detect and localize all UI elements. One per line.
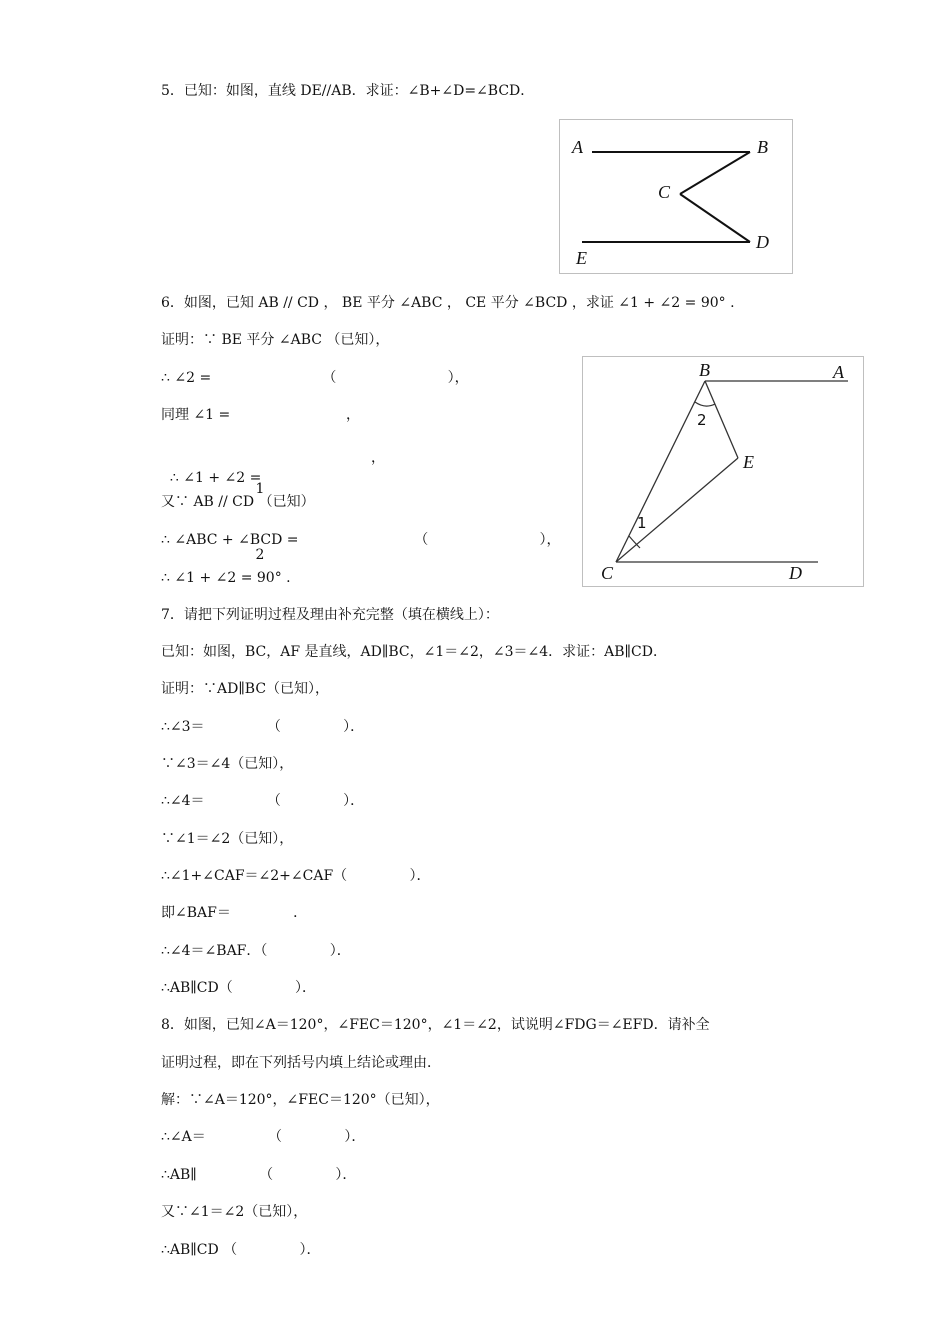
problem-7-proof-line-8: ∴∠4＝∠BAF．（ ）． <box>161 943 351 959</box>
svg-text:A: A <box>572 137 583 157</box>
svg-text:C: C <box>658 182 671 202</box>
svg-text:1: 1 <box>637 514 647 532</box>
problem-5-figure <box>559 119 793 274</box>
svg-text:2: 2 <box>697 411 707 429</box>
problem-6-proof-line-3: 同理 ∠1 = ， <box>161 407 360 423</box>
problem-7-proof-line-6: ∴∠1+∠CAF＝∠2+∠CAF（ ）． <box>161 868 431 884</box>
problem-8-solution-line-4: 又∵∠1＝∠2（已知）， <box>161 1204 308 1220</box>
problem-8-solution-line-3: ∴AB∥ （ ）． <box>161 1167 357 1183</box>
problem-7-proof-line-2: ∴∠3＝ （ ）． <box>161 719 365 735</box>
angle-bisector-diagram <box>583 357 863 586</box>
svg-text:D: D <box>756 232 769 252</box>
zigzag-parallel-lines-diagram <box>560 120 792 273</box>
svg-text:A: A <box>833 362 844 382</box>
problem-8-solution-line-5: ∴AB∥CD （ ）． <box>161 1242 321 1258</box>
svg-text:D: D <box>789 563 802 583</box>
problem-7-proof-line-7: 即∠BAF＝ ． <box>161 905 308 921</box>
svg-text:B: B <box>757 137 768 157</box>
trailing-comma: ， <box>371 450 385 466</box>
problem-6-statement: 6．如图，已知 AB // CD ， BE 平分 ∠ABC ， CE 平分 ∠BCD ，求证 ∠1 + ∠2 = 90° . <box>161 295 735 311</box>
problem-8-solution-line-2: ∴∠A＝ （ ）． <box>161 1129 366 1145</box>
problem-7-proof-line-3: ∵∠3＝∠4（已知）， <box>161 756 294 772</box>
problem-6-proof-line-2: ∴ ∠2 = （ ）， <box>161 370 469 386</box>
problem-8-statement-line-2: 证明过程，即在下列括号内填上结论或理由． <box>161 1055 441 1071</box>
problem-6-figure <box>582 356 864 587</box>
problem-8-statement-line-1: 8．如图，已知∠A＝120°，∠FEC＝120°，∠1＝∠2，试说明∠FDG＝∠EFD．请补全 <box>161 1017 710 1033</box>
problem-8-solution-line-1: 解：∵∠A＝120°，∠FEC＝120°（已知）， <box>161 1092 440 1108</box>
problem-5-statement: 5．已知：如图，直线 DE//AB．求证：∠B+∠D=∠BCD． <box>161 83 535 99</box>
svg-text:E: E <box>576 248 587 268</box>
problem-6-proof-line-1: 证明：∵ BE 平分 ∠ABC （已知）， <box>161 332 390 348</box>
svg-text:E: E <box>743 452 754 472</box>
problem-6-proof-line-6: ∴ ∠ABC + ∠BCD = （ ）， <box>161 532 561 548</box>
problem-7-proof-line-9: ∴AB∥CD（ ）． <box>161 980 317 996</box>
problem-7-given: 已知：如图，BC，AF 是直线，AD∥BC，∠1＝∠2，∠3＝∠4．求证：AB∥CD． <box>161 644 667 660</box>
fraction-denominator: 2 <box>255 547 265 563</box>
svg-text:C: C <box>601 563 614 583</box>
svg-text:B: B <box>699 360 710 380</box>
problem-7-proof-line-1: 证明：∵AD∥BC（已知）， <box>161 681 330 697</box>
sum-text: ∴ ∠1 + ∠2 = <box>169 470 262 486</box>
problem-7-proof-line-5: ∵∠1＝∠2（已知）， <box>161 831 294 847</box>
problem-7-instruction: 7．请把下列证明过程及理由补充完整（填在横线上）： <box>161 607 499 623</box>
problem-6-proof-line-7: ∴ ∠1 + ∠2 = 90° . <box>161 570 291 586</box>
problem-6-proof-line-5: 又∵ AB // CD （已知） <box>161 494 315 510</box>
fraction-numerator: 1 <box>255 481 265 497</box>
problem-7-proof-line-4: ∴∠4＝ （ ）． <box>161 793 365 809</box>
